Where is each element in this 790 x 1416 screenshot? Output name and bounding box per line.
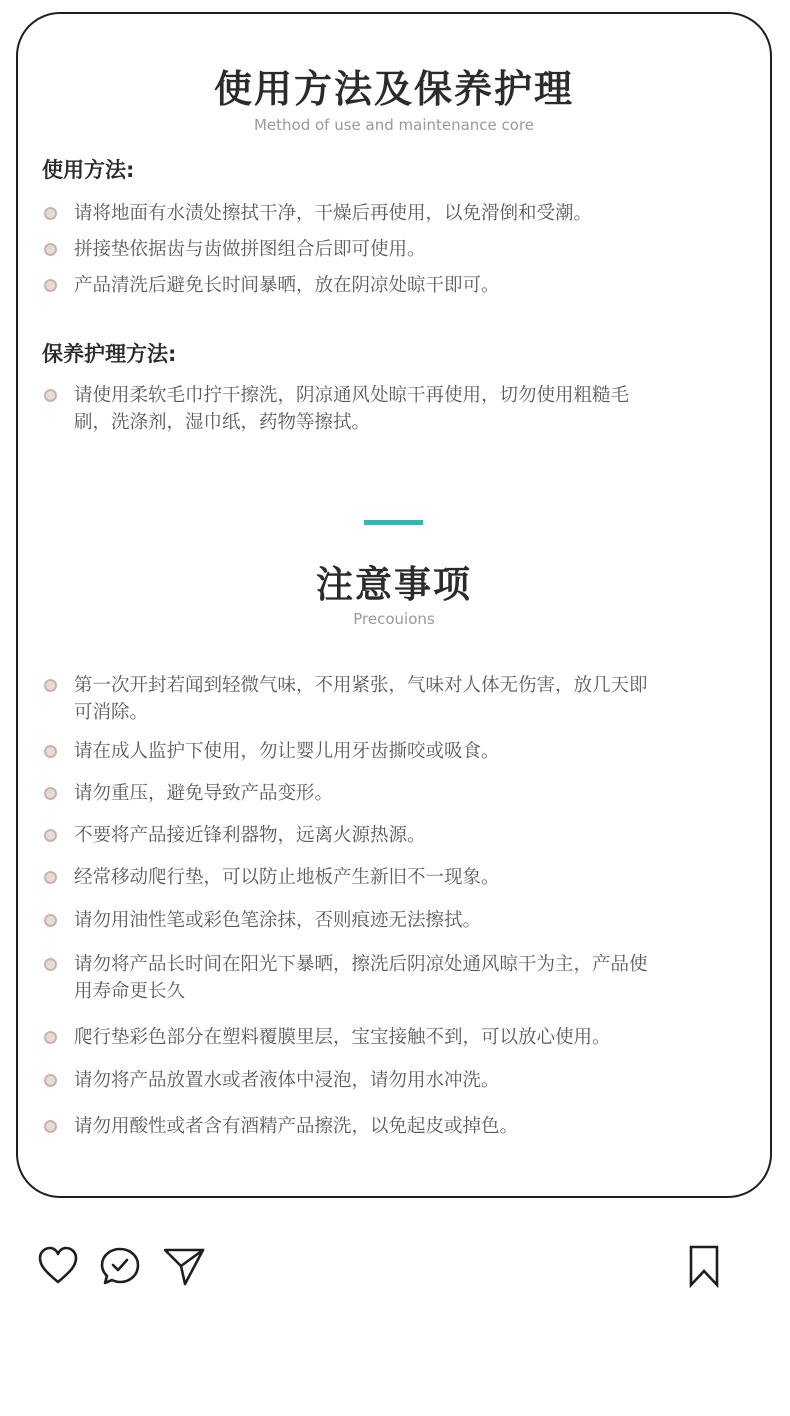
bullet-dot-icon (44, 1074, 57, 1087)
list-item: 请在成人监护下使用，勿让婴儿用牙齿撕咬或吸食。 (42, 738, 652, 765)
list-item: 请勿用酸性或者含有酒精产品擦洗，以免起皮或掉色。 (42, 1113, 652, 1140)
usage-subtitle: Method of use and maintenance core (253, 116, 535, 134)
list-item: 请使用柔软毛巾拧干擦洗，阴凉通风处晾干再使用，切勿使用粗糙毛刷，洗涤剂，湿巾纸，药物等擦拭。 (42, 382, 652, 436)
bullet-dot-icon (44, 243, 57, 256)
post-actions-bar (0, 1240, 790, 1296)
bullet-dot-icon (44, 871, 57, 884)
bullet-dot-icon (44, 679, 57, 692)
list-item: 产品清洗后避免长时间暴晒，放在阴凉处晾干即可。 (42, 272, 750, 299)
comment-button[interactable] (96, 1240, 144, 1292)
bullet-dot-icon (44, 1120, 57, 1133)
send-icon (161, 1244, 207, 1288)
list-item: 请勿将产品放置水或者液体中浸泡，请勿用水冲洗。 (42, 1067, 652, 1094)
notice-subtitle: Precouions (353, 610, 435, 628)
like-button[interactable] (34, 1240, 82, 1292)
bullet-dot-icon (44, 389, 57, 402)
bullet-dot-icon (44, 745, 57, 758)
list-item: 请勿重压，避免导致产品变形。 (42, 780, 652, 807)
bookmark-button[interactable] (680, 1240, 728, 1292)
share-button[interactable] (160, 1240, 208, 1292)
list-item: 爬行垫彩色部分在塑料覆膜里层，宝宝接触不到，可以放心使用。 (42, 1024, 762, 1051)
care-heading: 保养护理方法: (42, 342, 177, 366)
list-item: 请将地面有水渍处擦拭干净，干燥后再使用，以免滑倒和受潮。 (42, 200, 750, 227)
post-card (16, 12, 772, 1198)
bullet-dot-icon (44, 829, 57, 842)
bullet-dot-icon (44, 1031, 57, 1044)
list-item: 请勿用油性笔或彩色笔涂抹，否则痕迹无法擦拭。 (42, 907, 652, 934)
bullet-dot-icon (44, 279, 57, 292)
notice-title: 注意事项 (316, 563, 472, 606)
heart-icon (36, 1244, 80, 1288)
bullet-dot-icon (44, 787, 57, 800)
list-item: 请勿将产品长时间在阳光下暴晒，擦洗后阴凉处通风晾干为主，产品使用寿命更长久 (42, 951, 652, 1005)
usage-heading: 使用方法: (42, 158, 135, 182)
list-item: 不要将产品接近锋利器物，远离火源热源。 (42, 822, 652, 849)
comment-icon (98, 1244, 142, 1288)
list-item: 经常移动爬行垫，可以防止地板产生新旧不一现象。 (42, 864, 652, 891)
bookmark-icon (684, 1243, 724, 1289)
bullet-dot-icon (44, 207, 57, 220)
section-divider (364, 520, 423, 525)
care-list (42, 382, 652, 436)
list-item: 第一次开封若闻到轻微气味，不用紧张，气味对人体无伤害，放几天即可消除。 (42, 672, 652, 726)
notice-list (42, 672, 652, 1140)
usage-list (42, 200, 750, 299)
bullet-dot-icon (44, 914, 57, 927)
bullet-dot-icon (44, 958, 57, 971)
list-item: 拼接垫依据齿与齿做拼图组合后即可使用。 (42, 236, 750, 263)
usage-title: 使用方法及保养护理 (213, 67, 574, 111)
